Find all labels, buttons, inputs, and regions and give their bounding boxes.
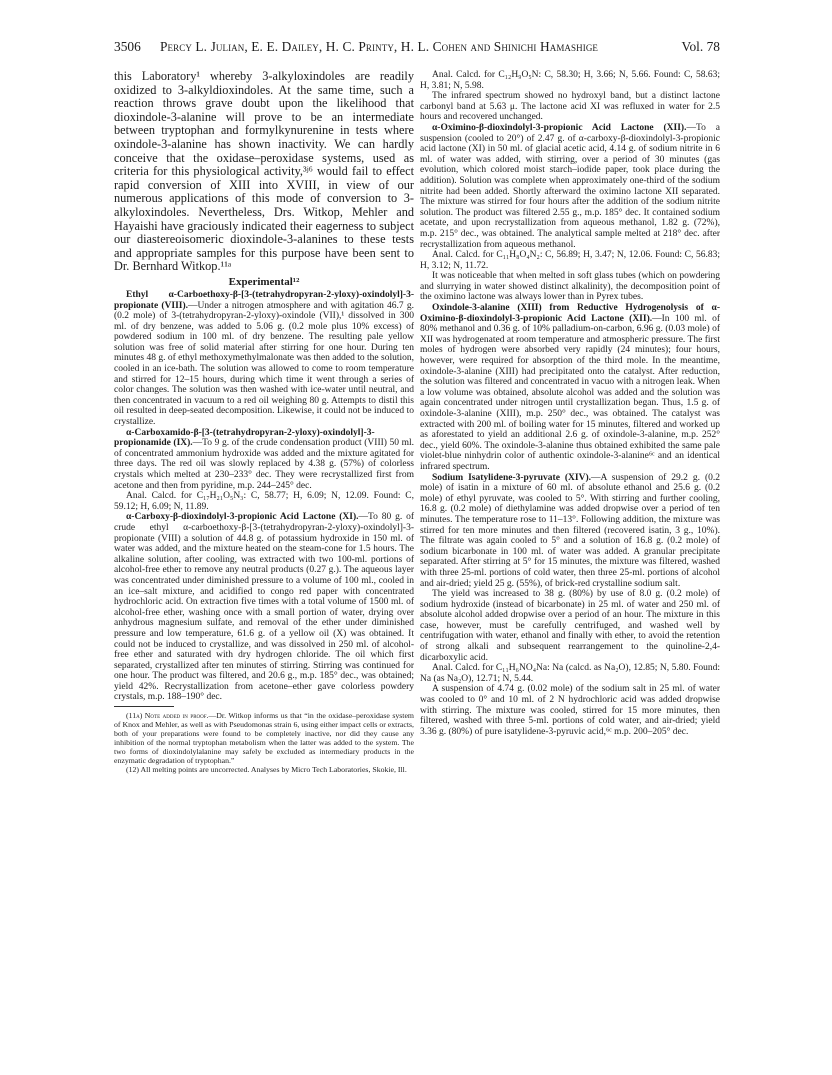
infrared-note: The infrared spectrum showed no hydroxyl band, but a distinct lactone carbonyl band at 5.63 μ. The lactone acid XI was refluxed in water for 2.5 hours and recovered unchanged. [420,91,720,123]
analysis-xiv: Anal. Calcd. for C₁₁H₆NO₄Na: Na (calcd. as Na₂O), 12.85; N, 5.80. Found: Na (as Na₂O), 12.71; N, 5.44. [420,663,720,684]
right-column [420,70,720,737]
volume-label: Vol. 78 [681,39,720,54]
procedure-xiv-title: Sodium Isatylidene-3-pyruvate (XIV). [432,472,591,483]
pyruvic-acid-procedure: A suspension of 4.74 g. (0.02 mole) of the sodium salt in 25 ml. of water was cooled to 0° and 10 ml. of 2 N hydrochloric acid was added dropwise with stirring. The mixture was cooled, stirred for 15 more minutes, then filtered, washed with three 5-ml. portions of cold water, and air-dried; yield 3.36 g. (80%) of pure isatylidene-3-pyruvic acid,⁶ᶜ m.p. 200–205° dec. [420,684,720,737]
lead-paragraph-block [114,70,414,274]
section-title: Experimental¹² [228,275,300,288]
procedure-viii-body: —Under a nitrogen atmosphere and with agitation 46.7 g. (0.2 mole) of 3-(tetrahydropyran-2-yloxy)-oxindole (VII),¹ dissolved in 300 ml. of dry benzene, was added to 5.06 g. (0.2 mole plus 10% excess) of powdered sodium in 100 ml. of dry benzene. The resulting pale yellow solution was free of solid material after stirring for one hour. During ten minutes 48 g. of ethyl methoxymethylmalonate was then added to the solution, cooled in an ice-bath. The solution was allowed to come to room temperature and stirred for 12–15 hours, during which time it went through a series of color changes. The solution was then washed with ice-water until neutral, and then concentrated in vacuum to a red oil weighing 80 g. Attempts to distil this oil resulted in deep-seated decomposition. Likewise, it could not be induced to crystallize. [114,300,414,428]
procedure-xi-body: —To 80 g. of crude ethyl α-carboethoxy-β-[3-(tetrahydropyran-2-yloxy)-oxindolyl]-3-propionate (VIII) a solution of 44.8 g. of potassium hydroxide in 150 ml. of water was added, and the mixture heated on the steam-cone for 1.5 hours. The alkaline solution, after cooling, was extracted with two 100-ml. portions of alcohol-free ether to remove any neutral products (0.27 g.). The aqueous layer was concentrated under diminished pressure to a volume of 100 ml., cooled in an ice–salt mixture, and acidified to congo red paper with concentrated hydrochloric acid. On extraction five times with a total volume of 1500 ml. of alcohol-free ether, washing once with a small portion of water, drying over anhydrous magnesium sulfate, and removal of the ether under diminished pressure and low temperature, 61.6 g. of a yellow oil (X) was obtained. It could not be induced to crystallize, and was dissolved in 250 ml. of alcohol-free ether and saturated with dry hydrogen chloride. The oil which first separated, crystallized after ten minutes of stirring. Stirring was continued for one hour. The product was filtered, and 20.6 g., m.p. 185° dec., was obtained; yield 42%. Recrystallization from acetone–ether gave colorless powdery crystals, m.p. 188–190° dec. [114,512,414,703]
procedure-ix-body: —To 9 g. of the crude condensation product (VIII) 50 ml. of concentrated ammonium hydroxide was added and the mixture agitated for three days. The red oil was slowly replaced by 4.38 g. (57%) of colorless crystals which melted at 230–233° dec. They were recrystallized first from acetone and then from pyridine, m.p. 244–245° dec. [114,438,414,491]
running-head [114,38,720,56]
procedure-xiii-body: —In 100 ml. of 80% methanol and 0.36 g. of 10% palladium-on-carbon, 6.96 g. (0.03 mole) of XII was hydrogenated at room temperature and atmospheric pressure. The first moles of hydrogen were absorbed very rapidly (24 minutes); four hours, however, were required for absorption of the third mole. In the meantime, oxindole-3-alanine (XIII) had precipitated onto the catalyst. After reduction, the solution was filtered and concentrated in vacuo with a nitrogen leak. When a low volume was obtained, absolute alcohol was added and the solution was again concentrated under nitrogen until crystallization began. Thus, 1.5 g. of oxindole-3-alanine (XIII), m.p. 250° dec., was obtained. The catalyst was extracted with 200 ml. of boiling water for 15 minutes, filtered and worked up as aforestated to yield an additional 2.6 g. of oxindole-3-alanine, m.p. 252° dec., yield 60%. The oxindole-3-alanine thus obtained exhibited the same pale violet-blue ninhydrin color of authentic oxindole-3-alanine⁶ᶜ and an identical infrared spectrum. [420,313,720,472]
glass-tube-note: It was noticeable that when melted in soft glass tubes (which on powdering and slurrying in water showed distinct alkalinity), the decomposition point of the oximino lactone was always lower than in Pyrex tubes. [420,271,720,303]
footnote-11a-label: (11a) Note added in proof. [126,711,209,721]
procedure-xiv [420,473,720,590]
procedure-viii [114,290,414,428]
footnote-11a-body: —Dr. Witkop informs us that “in the oxidase–peroxidase system of Knox and Mehler, as well as with Pseudomonas strain 6, using either impact cells or extracts, both of your preparations were found to be completely inactive, nor did they cause any inhibition of the normal tryptophan metabolism when the latter was added to the system. The two forms of dioxindolylalanine may safely be excluded as intermediary products in the enzymatic degradation of tryptophan.” [114,711,414,766]
procedure-xiii-title: Oxindole-3-alanine (XIII) from Reductive Hydrogenolysis of α-Oximino-β-dioxindolyl-3-propionic Acid Lactone (XII). [420,303,720,324]
footnote-rule [114,706,174,707]
analysis-ix: Anal. Calcd. for C₁₇H₂₁O₅N₃: C, 58.77; H, 6.09; N, 12.09. Found: C, 59.12; H, 6.09; N, 11.89. [114,491,414,512]
procedure-xiv-body: —A suspension of 29.2 g. (0.2 mole) of isatin in a mixture of 60 ml. of absolute ethanol and 25.6 g. (0.2 mole) of ethyl pyruvate, was cooled to 5°. With stirring and further cooling, 16.8 g. (0.2 mole) of diethylamine was added dropwise over a period of ten minutes. The temperature rose to 11–13°. Following addition, the mixture was stirred for ten more minutes and then filtered (recovered isatin, 3 g., 10%). The filtrate was again cooled to 5° and a solution of 16.8 g. (0.2 mole) of sodium bicarbonate in 100 ml. of water was added. A granular precipitate separated. After stirring at 5° for 15 minutes, the mixture was filtered, washed with three 25-ml. portions of cold water, then three 25-ml. portions of alcohol and air-dried; yield 25 g. (55%), of brick-red crystalline sodium salt. [420,472,720,589]
procedure-xii [420,123,720,250]
analysis-xi: Anal. Calcd. for C₁₂H₉O₅N: C, 58.30; H, 3.66; N, 5.66. Found: C, 58.63; H, 3.81; N, 5.98. [420,70,720,91]
footnote-11a [114,711,414,765]
left-column [114,70,414,774]
procedure-ix [114,428,414,492]
footnotes [114,711,414,774]
yield-note: The yield was increased to 38 g. (80%) by use of 8.0 g. (0.2 mole) of sodium hydroxide (instead of bicarbonate) in 25 ml. of water and 250 ml. of absolute alcohol added dropwise over a period of an hour. The mixture in this case, however, must be carefully centrifuged, and washed well by centrifugation with water, ethanol and finally with ether, to avoid the retention of strong alkali and subsequent rearrangement to the quinoline-2,4-dicarboxylic acid. [420,589,720,663]
analysis-xii: Anal. Calcd. for C₁₁H₈O₄N₂: C, 56.89; H, 3.47; N, 12.06. Found: C, 56.83; H, 3.12; N, 11.72. [420,250,720,271]
lead-paragraph: this Laboratory¹ whereby 3-alkyloxindoles are readily oxidized to 3-alkyldioxindoles. At the same time, such a reaction throws grave doubt upon the likelihood that dioxindole-3-alanine will prove to be an intermediate between tryptophan and formylkynurenine in tests where oxindole-3-alanine has shown inactivity. We can hardly conceive that the oxidase–peroxidase systems, used as criteria for this physiological activity,³ʲ⁶ would fail to effect rapid conversion of XIII into XVIII, in view of our numerous applications of this mode of conversion to 3-alkyloxindoles. Nevertheless, Drs. Witkop, Mehler and Hayaishi have graciously indicated their eagerness to subject our diastereoisomeric dioxindole-3-alanines to these tests and appropriate samples for this purpose have been sent to Dr. Bernhard Witkop.¹¹ᵃ [114,69,414,274]
procedure-xiii [420,303,720,473]
procedure-xi [114,512,414,703]
procedure-viii-title: Ethyl α-Carboethoxy-β-[3-(tetrahydropyran-2-yloxy)-oxindolyl]-3-propionate (VIII). [114,289,414,311]
procedure-xii-title: α-Oximino-β-dioxindolyl-3-propionic Acid Lactone (XII). [432,122,687,133]
procedure-xii-body: —To a suspension (cooled to 20°) of 2.47 g. of α-carboxy-β-dioxindolyl-3-propionic acid lactone (XI) in 50 ml. of glacial acetic acid, 4.14 g. of sodium nitrite in 6 ml. of water was added, with stirring, over a period of 30 minutes (gas evolution, which colored moist starch–iodide paper, took place during the addition). Solution was complete when approximately one-third of the sodium nitrite had been added. Shortly afterward the oximino lactone XII separated. The mixture was stirred for four hours after the addition of the sodium nitrite solution. The product was filtered 2.55 g., m.p. 185° dec. It contained sodium acetate, and upon recrystallization from aqueous methanol, 1.82 g. (72%), m.p. 215° dec., was obtained. The analytical sample melted at 218° dec. after recrystallization from aqueous methanol. [420,122,720,250]
procedure-ix-title: α-Carboxamido-β-[3-(tetrahydropyran-2-yloxy)-oxindolyl]-3-propionamide (IX). [114,427,375,449]
page-number: 3506 [114,39,141,54]
footnote-12: (12) All melting points are uncorrected. Analyses by Micro Tech Laboratories, Skokie, Ill. [126,765,407,775]
procedure-xi-title: α-Carboxy-β-dioxindolyl-3-propionic Acid Lactone (XI). [126,512,359,523]
author-list: Percy L. Julian, E. E. Dailey, H. C. Printy, H. L. Cohen and Shinichi Hamashige [160,39,599,54]
